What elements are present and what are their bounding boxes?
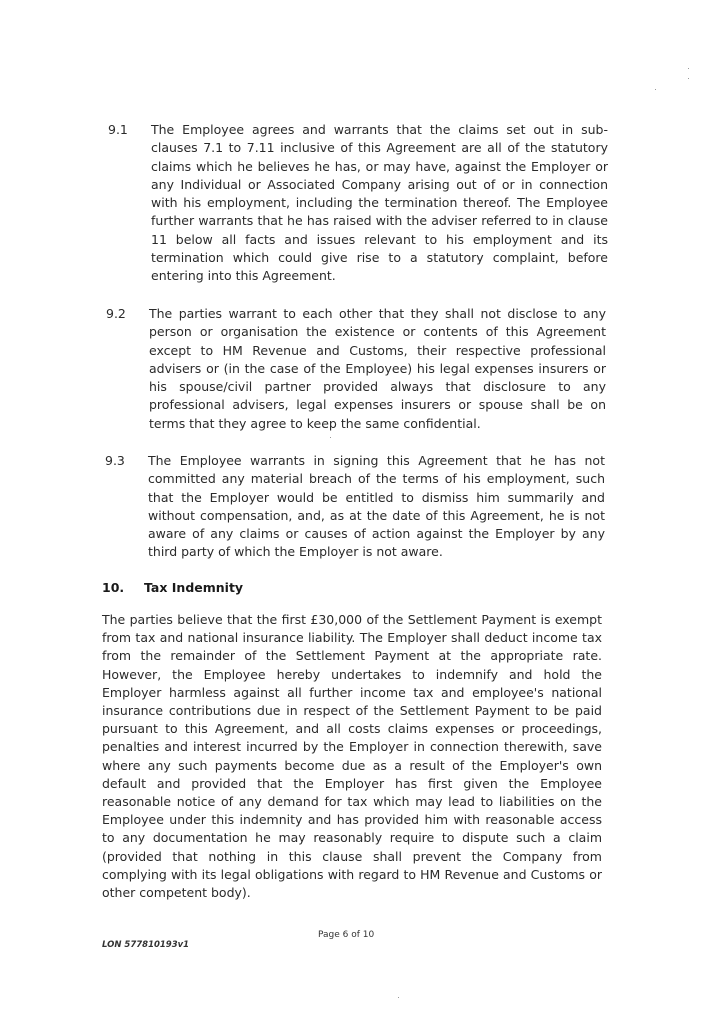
section-heading (102, 580, 243, 595)
clause-number: 9.1 (108, 122, 128, 137)
section-body: The parties believe that the first £30,000 of the Settlement Payment is exempt from tax and national insurance liability. The Employer shall deduct income tax from the remainder of the Settlement Payment at the appropriate rate. However, the Employee hereby undertakes to indemnify and hold the Employer harmless against all further income tax and employee's national insurance contributions due in respect of the Settlement Payment to be paid pursuant to this Agreement, and all costs claims expenses or proceedings, penalties and interest incurred by the Employer in connection therewith, save where any such payments become due as a result of the Employer's own default and provided that the Employer has first given the Employee reasonable notice of any demand for tax which may lead to liabilities on the Employee under this indemnity and has provided him with reasonable access to any documentation he may reasonably require to dispute such a claim (provided that nothing in this clause shall prevent the Company from complying with its legal obligations with regard to HM Revenue and Customs or other competent body). (102, 612, 602, 901)
clause-9-2 (106, 305, 606, 433)
clause-9-3 (105, 452, 605, 562)
scan-speck (398, 997, 399, 998)
scan-speck (655, 89, 656, 90)
clause-number: 9.3 (105, 453, 125, 468)
clause-text: The Employee agrees and warrants that the claims set out in sub-clauses 7.1 to 7.11 inclusive of this Agreement are all of the statutory claims which he believes he has, or may have, against the Employer or any Individual or Associated Company arising out of or in connection with his employment, including the termination thereof. The Employee further warrants that he has raised with the adviser referred to in clause 11 below all facts and issues relevant to his employment and its termination which could give rise to a statutory complaint, before entering into this Agreement. (151, 122, 608, 284)
clause-9-1 (108, 121, 608, 286)
scan-speck (688, 78, 689, 79)
document-reference: LON 57781019​3v1 (102, 940, 190, 950)
clause-number: 9.2 (106, 306, 126, 321)
clause-text: The Employee warrants in signing this Agreement that he has not committed any material breach of the terms of his employment, such that the Employer would be entitled to dismiss him summarily and without compensation, and, as at the date of this Agreement, he is not aware of any claims or causes of action against the Employer by any third party of which the Employer is not aware. (148, 453, 605, 560)
clause-text: The parties warrant to each other that they shall not disclose to any person or organisation the existence or contents of this Agreement except to HM Revenue and Customs, their respective professional advisers or (in the case of the Employee) his legal expenses insurers or his spouse/civil partner provided always that disclosure to any professional advisers, legal expenses insurers or spouse shall be on terms that they agree to keep the same confidential. (149, 306, 606, 431)
section-number: 10. (102, 580, 125, 595)
section-title: Tax Indemnity (144, 580, 244, 595)
scan-speck (688, 68, 689, 69)
scan-speck (330, 437, 331, 438)
page-number: Page 6 of 10 (318, 930, 375, 940)
